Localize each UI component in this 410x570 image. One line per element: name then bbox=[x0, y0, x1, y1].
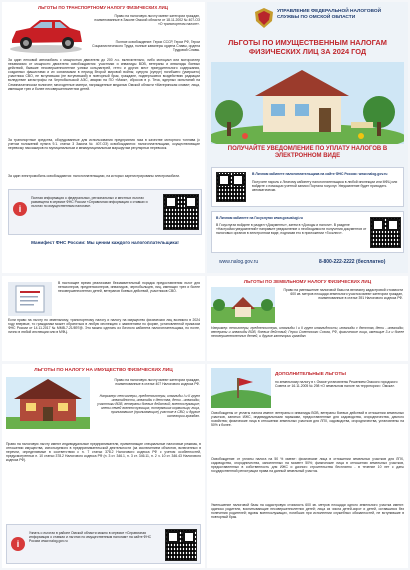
property-text-3: Право на налоговую льготу имеют индивидуальные предприниматели, применяющие специальные налоговые режимы, в отношении имущества, используемого в предпринимательской деятельности (за исключением объектов, включенных в перечни, определяемые в соответствии с п. 7 статьи 378.2 Налогового кодекса РФ с учетом особенностей, предусмотренных п. 10 статьи 378.2 Налогового кодекса РФ (п. 3 ст. 346.1, п. 3 ст. 346.11, п. 2 ч. 10 ст. 346.43 Налогового кодекса РФ). bbox=[6, 442, 201, 463]
no-application-text-2: Если право на льготу по земельному, транспортному налогу и налогу на имущество физических лиц возникло в 2024 году впервые, то гражданам может обратиться в любую инспекцию с заявлением по форме, установленной приказом ФНС России от 14.11.2017 № ММВ-7-21/897@. Это можно сделать из Личного кабинета налогоплательщика, по почте, лично в любой инспекции или в МФЦ. bbox=[8, 318, 200, 335]
additional-title: ДОПОЛНИТЕЛЬНЫЕ ЛЬГОТЫ bbox=[275, 372, 346, 377]
house-icon bbox=[211, 62, 404, 144]
qr-code-icon[interactable] bbox=[163, 194, 199, 230]
org-name: УПРАВЛЕНИЕ ФЕДЕРАЛЬНОЙ НАЛОГОВОЙ СЛУЖБЫ ПО ОМСКОЙ ОБЛАСТИ bbox=[277, 9, 382, 20]
document-icon bbox=[8, 282, 52, 316]
land-icon bbox=[211, 287, 275, 323]
gosuslugi-text: В Госуслугах войдите в раздел «Документы», затем в «Доходы и налоги». В разделе «Настройки уведомлений» направьте уведомление о необходимости получения документов от налоговых органов в электронном виде, подписав его в приложении «Госключ». bbox=[216, 223, 367, 236]
gosuslugi-box bbox=[211, 211, 404, 253]
fns-manifest: Манифест ФНС России: Мы ценим каждого налогоплательщика! bbox=[31, 240, 179, 245]
fns-emblem-icon bbox=[255, 8, 273, 28]
property-text-2: Например: пенсионеры, предпенсионеры, инвалиды I и II групп инвалидности, инвалиды с детства, дети - инвалиды; участники ВОВ, ветераны боевых действий; военнослужащие; члены семей военнослужащих, потерявших кормильца; лица, принимавшие (принимающие) участие в СВО, и другие категории граждан. bbox=[97, 394, 200, 419]
additional-p2: Освобождение от уплаты налога на 50 % имеют: физические лица в отношении земельных участков для ЛПХ, садоводства, огородничества, заполненных на момент 50%; физические лица в отношении земельных участков, предоставленных в собственность для ИЖС и дачного строительства бесплатно - в течение 10 лет с даты государственной регистрации права на данный земельный участок. bbox=[211, 457, 404, 474]
transport-para-1: За один легковой автомобиль с мощностью двигателя до 200 л.с. включительно, либо мотоцикл или мотороллер независимо от мощности двигателя освобождаются: участники и инвалиды ВОВ, ветераны и инвалиды боевых действий, бывшие несовершеннолетние узники концлагерей, гетто и других мест принудительного содержания, созданных фашистами и их союзниками в период Второй мировой войны; супруга (супруг) погибшего (умершего) участника СВО, не вступившая (не вступивший) в повторный брак, граждане, подвергшиеся воздействию радиации вследствие катастрофы на Чернобыльской АЭС, аварии на ПО «Маяк», сбросов в р. Теча, ядерных испытаний на Семипалатинском полигоне; многодетные матери, награжденные медалью Омской области «Материнская слава»; лица, имеющие трех и более несовершеннолетних детей. bbox=[8, 58, 200, 91]
cabinet-head: В Личном кабинете налогоплательщика на сайте ФНС России: www.nalog.gov.ru bbox=[252, 172, 388, 176]
property-title: ЛЬГОТЫ ПО НАЛОГУ НА ИМУЩЕСТВО ФИЗИЧЕСКИХ ЛИЦ bbox=[34, 368, 173, 373]
panel-no-application bbox=[2, 276, 205, 361]
house-icon bbox=[6, 377, 90, 429]
transport-full-exempt: Полное освобождение: Герои СССР, Герои РФ, Герои Социалистического Труда, полные кавалеры ордена Славы, ордена Трудовой Славы. bbox=[92, 40, 200, 53]
property-info-text: Узнать о льготах в районе Омской области можно в сервисе «Справочная информация о ставках и льготах по имущественным налогам» на сайте ФНС России www.nalog.gov.ru bbox=[29, 531, 152, 544]
cabinet-box bbox=[211, 167, 404, 207]
no-application-text-1: В настоящее время реализован беззаявительный порядок предоставления льгот для пенсионеров, предпенсионеров, инвалидов, чернобыльцев, лиц, имеющих трех и более несовершеннолетних детей, ветеранов боевых действий, участников СВО. bbox=[58, 281, 200, 294]
panel-additional bbox=[207, 364, 408, 568]
panel-transport-tax bbox=[2, 2, 205, 273]
panel-cover bbox=[207, 2, 408, 273]
transport-info-text: Полная информация о федеральных, региональных и местных льготах размещена в сервисе ФНС России «Справочная информация о ставках и льготах по имущественным налогам». bbox=[31, 196, 148, 209]
car-icon bbox=[8, 14, 84, 54]
land-text-2: Например: пенсионеры, предпенсионеры, инвалиды I и II групп инвалидности, инвалиды с детства, дети - инвалиды; ветераны и инвалиды ВОВ, боевых действий; Герои Советского Союза, РФ, физические лица, имеющие 3-х и более несовершеннолетних детей, и другие категории граждан. bbox=[211, 326, 404, 339]
transport-title: ЛЬГОТЫ ПО ТРАНСПОРТНОМУ НАЛОГУ ФИЗИЧЕСКИХ ЛИЦ bbox=[38, 5, 168, 10]
qr-code-icon[interactable] bbox=[370, 217, 401, 248]
land-title: ЛЬГОТЫ ПО ЗЕМЕЛЬНОМУ НАЛОГУ ФИЗИЧЕСКИХ ЛИЦ bbox=[243, 279, 372, 284]
property-text-1: Право на налоговую льготу имеют категории граждан, поименованные в статье 407 Налогового кодекса РФ. bbox=[114, 378, 200, 387]
transport-para-2: За транспортные средства, оборудованные для использования предприятия газа в качестве моторного топлива (с учетом положений пункта 9.1. статьи 3 Закона № 407-ОЗ) освобождаются: налогоплательщики, осуществляющие перевозку пассажиров по муниципальным и межмуниципальным маршрутам регулярных перевозок. bbox=[8, 138, 200, 151]
gosuslugi-head: В Личном кабинете на Госуслугах www.gosuslugi.ru bbox=[216, 216, 303, 220]
qr-code-icon[interactable] bbox=[165, 529, 197, 561]
info-icon: i bbox=[13, 202, 27, 216]
footer-phone[interactable]: 8-800-222-2222 (бесплатно) bbox=[319, 259, 386, 265]
additional-p1: Освобождены от уплаты налога имеют: ветераны и инвалиды ВОВ, ветераны боевых действий в отношении земельных участков, занятых ИЖС, индивидуальными гаражами, предоставленные для садоводства, огородничества, дачного хозяйства; физические лица в отношении земельных участков для ЛПХ, садоводства, огородничества, установлены на 50% к более. bbox=[211, 411, 404, 428]
land-icon bbox=[211, 368, 271, 408]
transport-para-3: За один электромобиль освобождаются: налогоплательщики, на которых зарегистрированы электромобили. bbox=[8, 174, 181, 178]
property-info-box bbox=[6, 524, 201, 564]
panel-land-tax bbox=[207, 276, 408, 361]
additional-intro: по земельному налогу в г. Омске установлены Решением Омского городского Совета от 16.11.2005 № 298 «О земельном налоге на территории г. Омска». bbox=[275, 380, 398, 389]
land-text-1: Право на уменьшение налоговой базы на величину кадастровой стоимости 600 кв. метров площади земельного участка имеют категории граждан, поименованные в статье 391 Налогового кодекса РФ. bbox=[283, 288, 403, 301]
panel-property-tax bbox=[2, 364, 205, 568]
footer-site[interactable]: www.nalog.gov.ru bbox=[219, 259, 259, 265]
transport-info-box bbox=[8, 189, 202, 235]
qr-code-icon[interactable] bbox=[216, 172, 246, 202]
cover-subtitle: ПОЛУЧАЙТЕ УВЕДОМЛЕНИЕ ПО УПЛАТУ НАЛОГОВ В ЭЛЕКТРОННОМ ВИДЕ bbox=[227, 146, 388, 160]
additional-p3: Уменьшение налоговой базы на кадастровую стоимость 600 кв. метров площади одного земельного участка имеют: одиноко родители, воспитывающие несовершеннолетних детей; лица из числа детей-сирот и детей, оставшихся без попечения родителей; вдовы военнослужащих, погибших при исполнении служебных обязанностей, не вступившие в повторный брак. bbox=[211, 503, 404, 520]
transport-intro: Право на налоговую льготу имеют категории граждан, поименованные в Законе Омской области от 18.11.2002 № 407-ОЗ «О транспортном налоге». bbox=[94, 14, 200, 27]
cabinet-text: Получите пароль к Личному кабинету налогоплательщика в любой инспекции или МФЦ или войдите с помощью учетной записи Портала госуслуг. Уведомление будет приходить автоматически. bbox=[252, 180, 398, 193]
cover-title: ЛЬГОТЫ ПО ИМУЩЕСТВЕННЫМ НАЛОГАМ ФИЗИЧЕСКИХ ЛИЦ ЗА 2024 ГОД bbox=[228, 38, 387, 56]
info-icon: i bbox=[11, 537, 25, 551]
